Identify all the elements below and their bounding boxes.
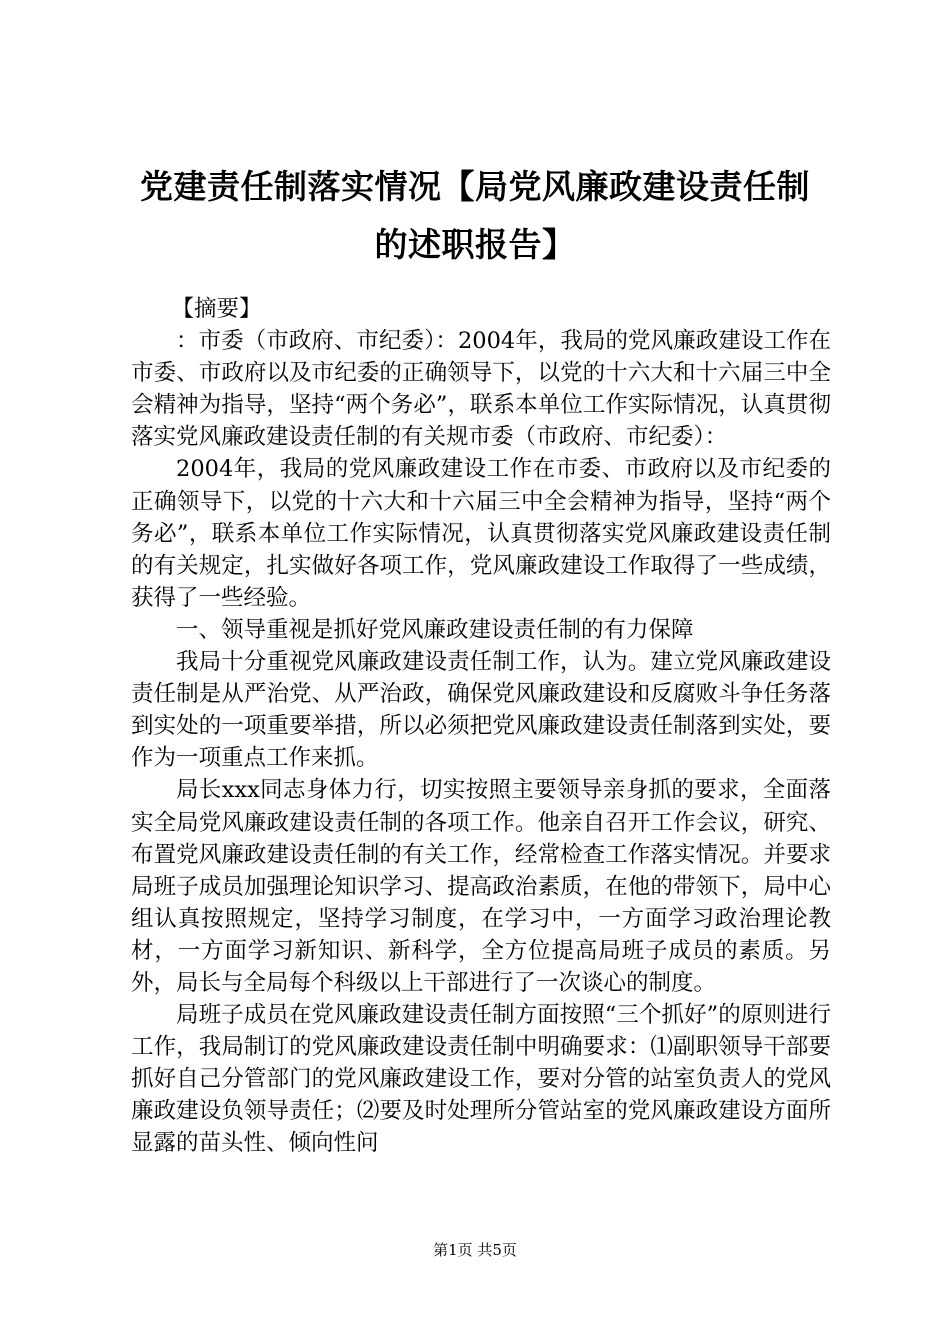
paragraph-2: 2004年，我局的党风廉政建设工作在市委、市政府以及市纪委的正确领导下，以党的十六大和十六届三中全会精神为指导，坚持“两个务必”，联系本单位工作实际情况，认真贯彻落实党风廉政建设责任制的有关规定，扎实做好各项工作，党风廉政建设工作取得了一些成绩，获得了一些经验。 — [131, 456, 831, 611]
paragraph-5: 局班子成员在党风廉政建设责任制方面按照“三个抓好”的原则进行工作，我局制订的党风廉政建设责任制中明确要求：⑴副职领导干部要抓好自己分管部门的党风廉政建设工作，要对分管的站室负责人的党风廉政建设负领导责任；⑵要及时处理所分管站室的党风廉政建设方面所显露的苗头性、倾向性问 — [131, 1002, 831, 1157]
paragraph-4: 局长xxx同志身体力行，切实按照主要领导亲身抓的要求，全面落实全局党风廉政建设责任制的各项工作。他亲自召开工作会议，研究、布置党风廉政建设责任制的有关工作，经常检查工作落实情况。并要求局班子成员加强理论知识学习、提高政治素质，在他的带领下，局中心组认真按照规定，坚持学习制度，在学习中，一方面学习政治理论教材，一方面学习新知识、新科学，全方位提高局班子成员的素质。另外，局长与全局每个科级以上干部进行了一次谈心的制度。 — [131, 777, 831, 996]
section-heading-1: 一、领导重视是抓好党风廉政建设责任制的有力保障 — [176, 616, 694, 643]
page-footer: 第1页 共5页 — [433, 1241, 517, 1259]
title-line-2: 的述职报告】 — [374, 225, 576, 264]
title-line-1: 党建责任制落实情况【局党风廉政建设责任制 — [140, 167, 810, 206]
document-title — [120, 158, 830, 274]
paragraph-1: ：市委（市政府、市纪委）：2004年，我局的党风廉政建设工作在市委、市政府以及市纪委的正确领导下，以党的十六大和十六届三中全会精神为指导，坚持“两个务必”，联系本单位工作实际情况，认真贯彻落实党风廉政建设责任制的有关规市委（市政府、市纪委）： — [131, 328, 831, 451]
abstract-label: 【摘要】 — [171, 296, 262, 322]
document-body — [131, 293, 831, 1160]
paragraph-3: 我局十分重视党风廉政建设责任制工作，认为。建立党风廉政建设责任制是从严治党、从严治政，确保党风廉政建设和反腐败斗争任务落到实处的一项重要举措，所以必须把党风廉政建设责任制落到实处，要作为一项重点工作来抓。 — [131, 649, 831, 772]
